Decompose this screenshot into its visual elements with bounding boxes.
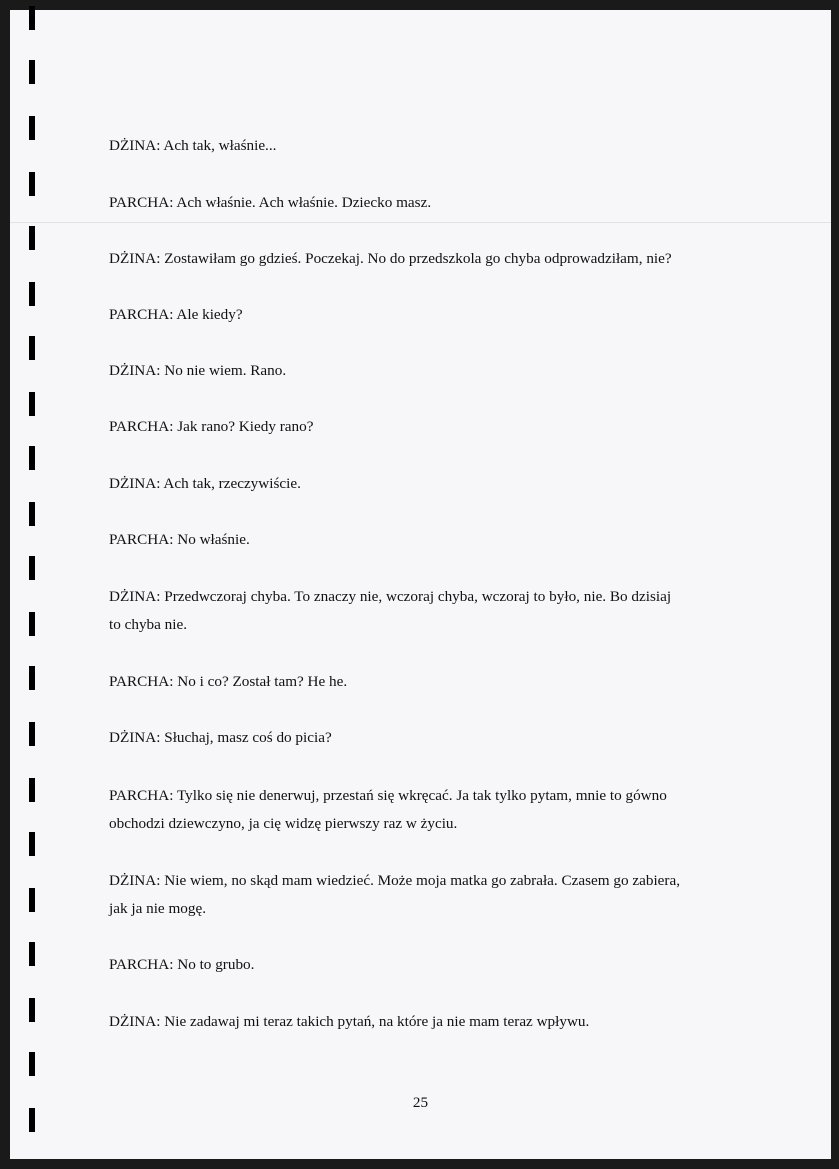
binding-hole xyxy=(29,6,35,30)
scan-fold-line xyxy=(10,222,831,223)
dialogue-line: PARCHA: No właśnie. xyxy=(109,531,250,548)
binding-hole xyxy=(29,778,35,802)
dialogue-line: obchodzi dziewczyno, ja cię widzę pierwszy raz w życiu. xyxy=(109,815,458,832)
binding-hole xyxy=(29,60,35,84)
dialogue-line: DŻINA: Przedwczoraj chyba. To znaczy nie, wczoraj chyba, wczoraj to było, nie. Bo dzisiaj xyxy=(109,588,672,605)
dialogue-line: jak ja nie mogę. xyxy=(109,900,206,917)
binding-hole xyxy=(29,556,35,580)
binding-hole xyxy=(29,666,35,690)
binding-hole xyxy=(29,832,35,856)
spiral-binding xyxy=(10,10,34,1159)
dialogue-line: PARCHA: No i co? Został tam? He he. xyxy=(109,673,348,690)
binding-hole xyxy=(29,282,35,306)
dialogue-line: DŻINA: Nie zadawaj mi teraz takich pytań, na które ja nie mam teraz wpływu. xyxy=(109,1013,590,1030)
dialogue-line: to chyba nie. xyxy=(109,616,188,633)
binding-hole xyxy=(29,116,35,140)
binding-hole xyxy=(29,502,35,526)
binding-hole xyxy=(29,172,35,196)
binding-hole xyxy=(29,1052,35,1076)
page-number: 25 xyxy=(412,1094,429,1111)
dialogue-line: PARCHA: Jak rano? Kiedy rano? xyxy=(109,418,314,435)
binding-hole xyxy=(29,226,35,250)
dialogue-line: DŻINA: No nie wiem. Rano. xyxy=(109,362,287,379)
binding-hole xyxy=(29,722,35,746)
dialogue-line: DŻINA: Ach tak, właśnie... xyxy=(109,137,277,154)
binding-hole xyxy=(29,998,35,1022)
dialogue-line: PARCHA: No to grubo. xyxy=(109,956,255,973)
binding-hole xyxy=(29,942,35,966)
binding-hole xyxy=(29,446,35,470)
dialogue-line: DŻINA: Zostawiłam go gdzieś. Poczekaj. No do przedszkola go chyba odprowadziłam, nie? xyxy=(109,250,672,267)
binding-hole xyxy=(29,612,35,636)
dialogue-line: PARCHA: Ale kiedy? xyxy=(109,306,243,323)
dialogue-line: DŻINA: Słuchaj, masz coś do picia? xyxy=(109,729,332,746)
binding-hole xyxy=(29,336,35,360)
document-page xyxy=(10,10,831,1159)
binding-hole xyxy=(29,888,35,912)
dialogue-line: DŻINA: Ach tak, rzeczywiście. xyxy=(109,475,301,492)
dialogue-line: DŻINA: Nie wiem, no skąd mam wiedzieć. Może moja matka go zabrała. Czasem go zabiera, xyxy=(109,872,681,889)
dialogue-line: PARCHA: Ach właśnie. Ach właśnie. Dziecko masz. xyxy=(109,194,432,211)
binding-hole xyxy=(29,392,35,416)
dialogue-line: PARCHA: Tylko się nie denerwuj, przestań się wkręcać. Ja tak tylko pytam, mnie to gówno xyxy=(109,787,667,804)
